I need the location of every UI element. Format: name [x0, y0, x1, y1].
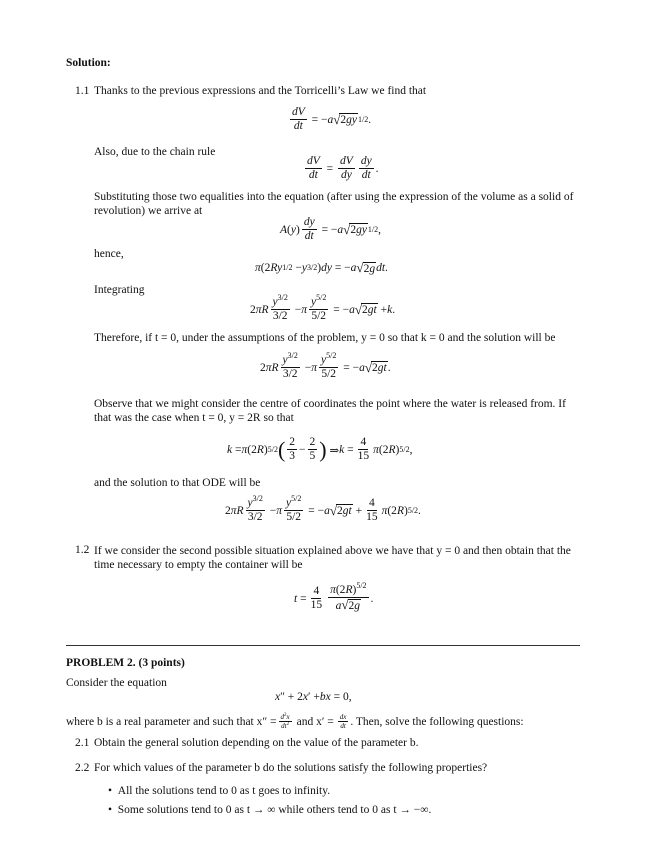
section-divider: [66, 645, 580, 646]
item-number-1-2: 1.2: [75, 544, 90, 556]
bullet-text-1: All the solutions tend to 0 as t goes to infinity.: [117, 785, 331, 797]
fraction-d2x-dt2: $\frac{d^2x}{dt^2}$: [280, 713, 290, 730]
where-text-c: . Then, solve the following questions:: [350, 715, 524, 728]
solution-heading: Solution:: [66, 57, 111, 69]
paragraph-where: [66, 713, 524, 730]
question-2-1: Obtain the general solution depending on the value of the parameter b.: [94, 737, 419, 749]
item-number-1-1: 1.1: [75, 85, 90, 97]
equation-solution-2: 2 πR $\frac{y^{3/2}}{3/2}$ − π $\frac{y^{5/2}}{5/2}$ = − a √ 2gt + $\frac{4}{15}$ π (2 R ) 5/2 .: [225, 494, 421, 523]
question-2-2: For which values of the parameter b do the solutions satisfy the following properties?: [94, 762, 488, 774]
where-text-b: and x′ =: [296, 715, 334, 728]
equation-k-value: k = π (2 R ) 5/2 ( $\frac{2}{3}$ − $\frac{2}{5}$ ) ⇒ k = $\frac{4}{15}$ π (2 R ) 5/2 ,: [227, 436, 413, 462]
paragraph-1-2: If we consider the second possible situation explained above we have that y = 0 and then obtain that the time necessary to empty the container will be: [94, 545, 571, 571]
equation-separated: π (2 Ry 1/2 − y 3/2 ) dy = − a √ 2g dt .: [255, 260, 388, 275]
bullet-item-1: [108, 785, 330, 797]
bullet-text-2: Some solutions tend to 0 as t → ∞ while others tend to 0 as t → −∞.: [117, 804, 432, 816]
bullet-icon: •: [108, 804, 118, 816]
paragraph-chain-rule: Also, due to the chain rule: [94, 146, 216, 158]
paragraph-substituting: Substituting those two equalities into the equation (after using the expression of the volume as a solid of revolution) we arrive at: [94, 191, 574, 217]
paragraph-therefore: Therefore, if t = 0, under the assumptions of the problem, y = 0 so that k = 0 and the solution will be: [94, 332, 556, 344]
paragraph-and-solution: and the solution to that ODE will be: [94, 477, 261, 489]
paragraph-integrating: Integrating: [94, 284, 145, 296]
item-number-2-1: 2.1: [75, 737, 90, 749]
equation-ode: x ″ + 2 x ′ + bx = 0,: [275, 691, 352, 703]
problem-2-heading: PROBLEM 2. (3 points): [66, 657, 185, 669]
equation-dvdt: $\frac{dV}{dt}$ = − a √ 2gy 1/2 .: [292, 106, 372, 132]
paragraph-hence: hence,: [94, 248, 124, 260]
equation-time: t = $\frac{4}{15}$ $\frac{\pi(2R)^{5/2}}{a√2g}$ .: [294, 581, 374, 612]
equation-chain-rule: $\frac{dV}{dt}$ = $\frac{dV}{dy}$ $\frac{dy}{dt}$ .: [307, 155, 379, 181]
equation-solution-1: 2 πR $\frac{y^{3/2}}{3/2}$ − π $\frac{y^{5/2}}{5/2}$ = − a √ 2gt .: [260, 351, 391, 380]
where-text-a: where b is a real parameter and such that x″ =: [66, 715, 277, 728]
paragraph-intro: Thanks to the previous expressions and the Torricelli’s Law we find that: [94, 85, 427, 97]
item-number-2-2: 2.2: [75, 762, 90, 774]
bullet-item-2: [108, 804, 431, 816]
equation-integrated: 2 πR $\frac{y^{3/2}}{3/2}$ − π $\frac{y^{5/2}}{5/2}$ = − a √ 2gt + k .: [250, 293, 396, 322]
fraction-dx-dt: $\frac{dx}{dt}$: [339, 713, 347, 730]
paragraph-observe: Observe that we might consider the centre of coordinates the point where the water is released from. If that was the case when t = 0, y = 2R so that: [94, 398, 566, 424]
equation-area: A ( y ) $\frac{dy}{dt}$ = − a √ 2gy 1/2 ,: [280, 216, 382, 242]
bullet-icon: •: [108, 785, 118, 797]
paragraph-consider: Consider the equation: [66, 677, 167, 689]
